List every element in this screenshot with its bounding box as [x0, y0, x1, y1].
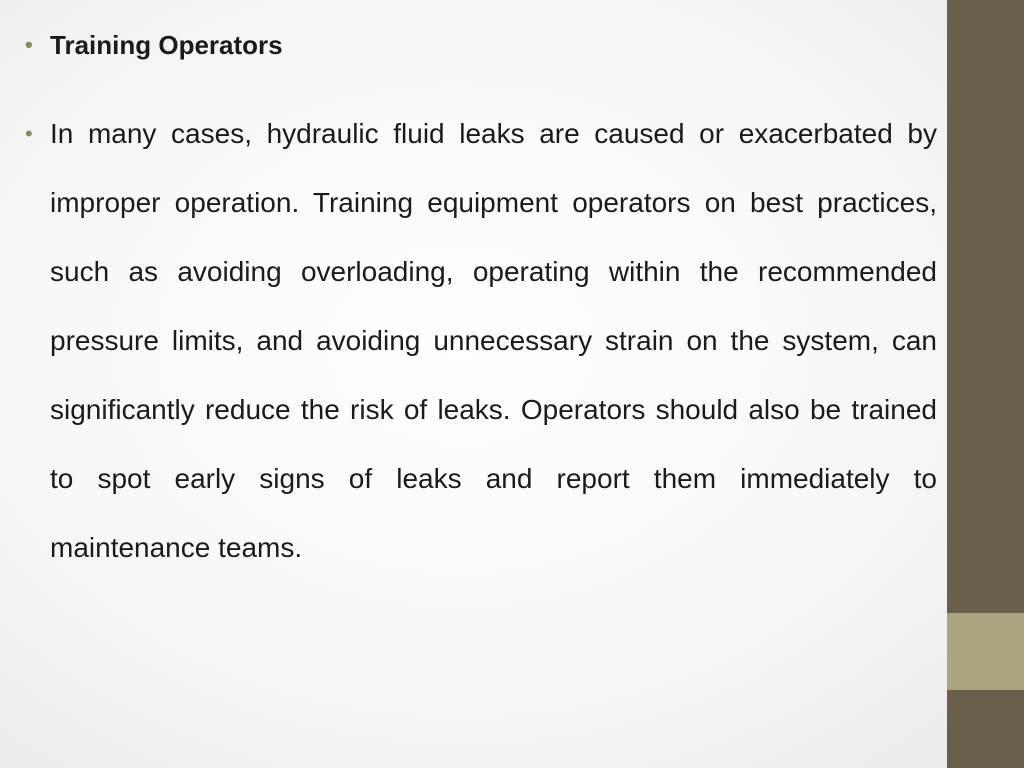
bullet-dot-icon: • — [25, 121, 33, 146]
bullet-item-heading — [22, 24, 937, 66]
bullet-item-body — [22, 99, 937, 582]
bullet-dot-icon: • — [25, 32, 33, 57]
slide-heading: Training Operators — [50, 30, 283, 60]
body-paragraph: In many cases, hydraulic fluid leaks are caused or exacerbated by improper operation. Training equipment operators on best practices, such as avoiding overloading, operating within the recommended pressure limits, and avoiding unnecessary strain on the system, can significantly reduce the risk of leaks. Operators should also be trained to spot early signs of leaks and report them immediately to maintenance teams. — [50, 118, 937, 563]
side-accent-block — [947, 613, 1024, 690]
slide-content — [22, 24, 937, 582]
